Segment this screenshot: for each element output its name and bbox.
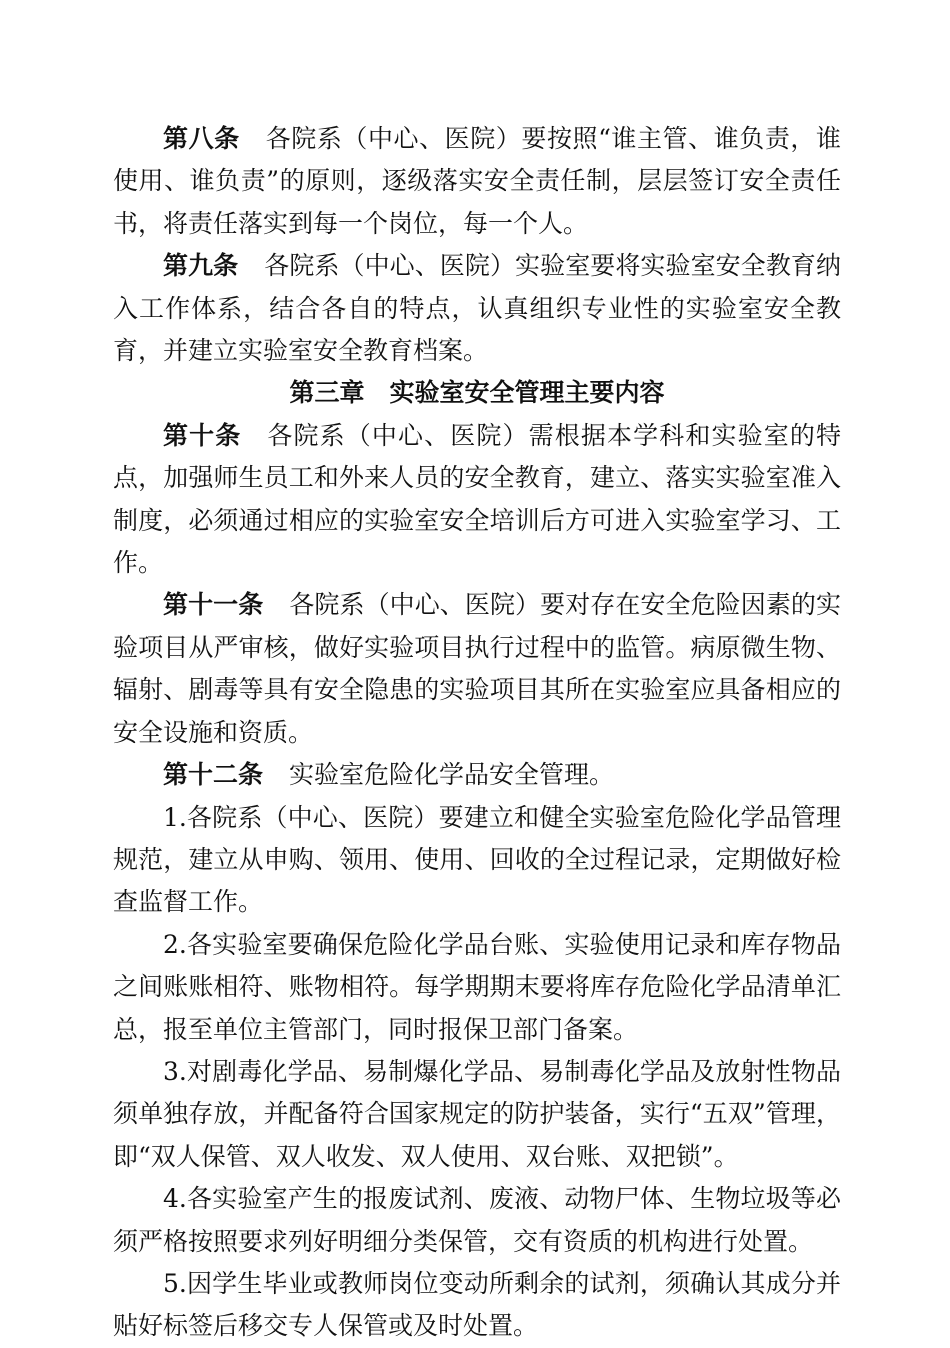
article-12-label: 第十二条 — [163, 760, 264, 790]
article-12-item-1: 1.各院系（中心、医院）要建立和健全实验室危险化学品管理规范，建立从申购、领用、使用、回收的全过程记录，定期做好检查监督工作。 — [113, 802, 841, 917]
article-11 — [113, 584, 841, 754]
document-body — [113, 118, 841, 1348]
article-8-text: 各院系（中心、医院）要按照“谁主管、谁负责，谁使用、谁负责”的原则，逐级落实安全责任制，层层签订安全责任书，将责任落实到每一个岗位，每一个人。 — [113, 124, 841, 238]
article-11-label: 第十一条 — [163, 590, 264, 620]
article-10 — [113, 415, 841, 585]
article-9-text: 各院系（中心、医院）实验室要将实验室安全教育纳入工作体系，结合各自的特点，认真组织专业性的实验室安全教育，并建立实验室安全教育档案。 — [113, 251, 841, 366]
article-9 — [113, 245, 841, 372]
article-12-item-2: 2.各实验室要确保危险化学品台账、实验使用记录和库存物品之间账账相符、账物相符。每学期期末要将库存危险化学品清单汇总，报至单位主管部门，同时报保卫部门备案。 — [113, 929, 841, 1044]
article-10-text: 各院系（中心、医院）需根据本学科和实验室的特点，加强师生员工和外来人员的安全教育，建立、落实实验室准入制度，必须通过相应的实验室安全培训后方可进入实验室学习、工作。 — [113, 420, 841, 578]
article-8 — [113, 118, 841, 245]
article-11-text: 各院系（中心、医院）要对存在安全危险因素的实验项目从严审核，做好实验项目执行过程中的监管。病原微生物、辐射、剧毒等具有安全隐患的实验项目其所在实验室应具备相应的安全设施和资质。 — [113, 590, 841, 747]
article-12-item-3: 3.对剧毒化学品、易制爆化学品、易制毒化学品及放射性物品须单独存放，并配备符合国家规定的防护装备，实行“五双”管理，即“双人保管、双人收发、双人使用、双台账、双把锁”。 — [113, 1056, 841, 1171]
article-10-label: 第十条 — [163, 420, 242, 450]
article-9-label: 第九条 — [163, 251, 239, 281]
article-12-item-4: 4.各实验室产生的报废试剂、废液、动物尸体、生物垃圾等必须严格按照要求列好明细分类保管，交有资质的机构进行处置。 — [113, 1184, 841, 1256]
article-12-text: 实验室危险化学品安全管理。 — [289, 760, 615, 790]
article-12 — [113, 754, 841, 796]
article-12-item-5: 5.因学生毕业或教师岗位变动所剩余的试剂，须确认其成分并贴好标签后移交专人保管或及时处置。 — [113, 1268, 841, 1341]
article-8-label: 第八条 — [163, 124, 240, 153]
chapter-3-heading: 第三章 实验室安全管理主要内容 — [289, 378, 665, 408]
